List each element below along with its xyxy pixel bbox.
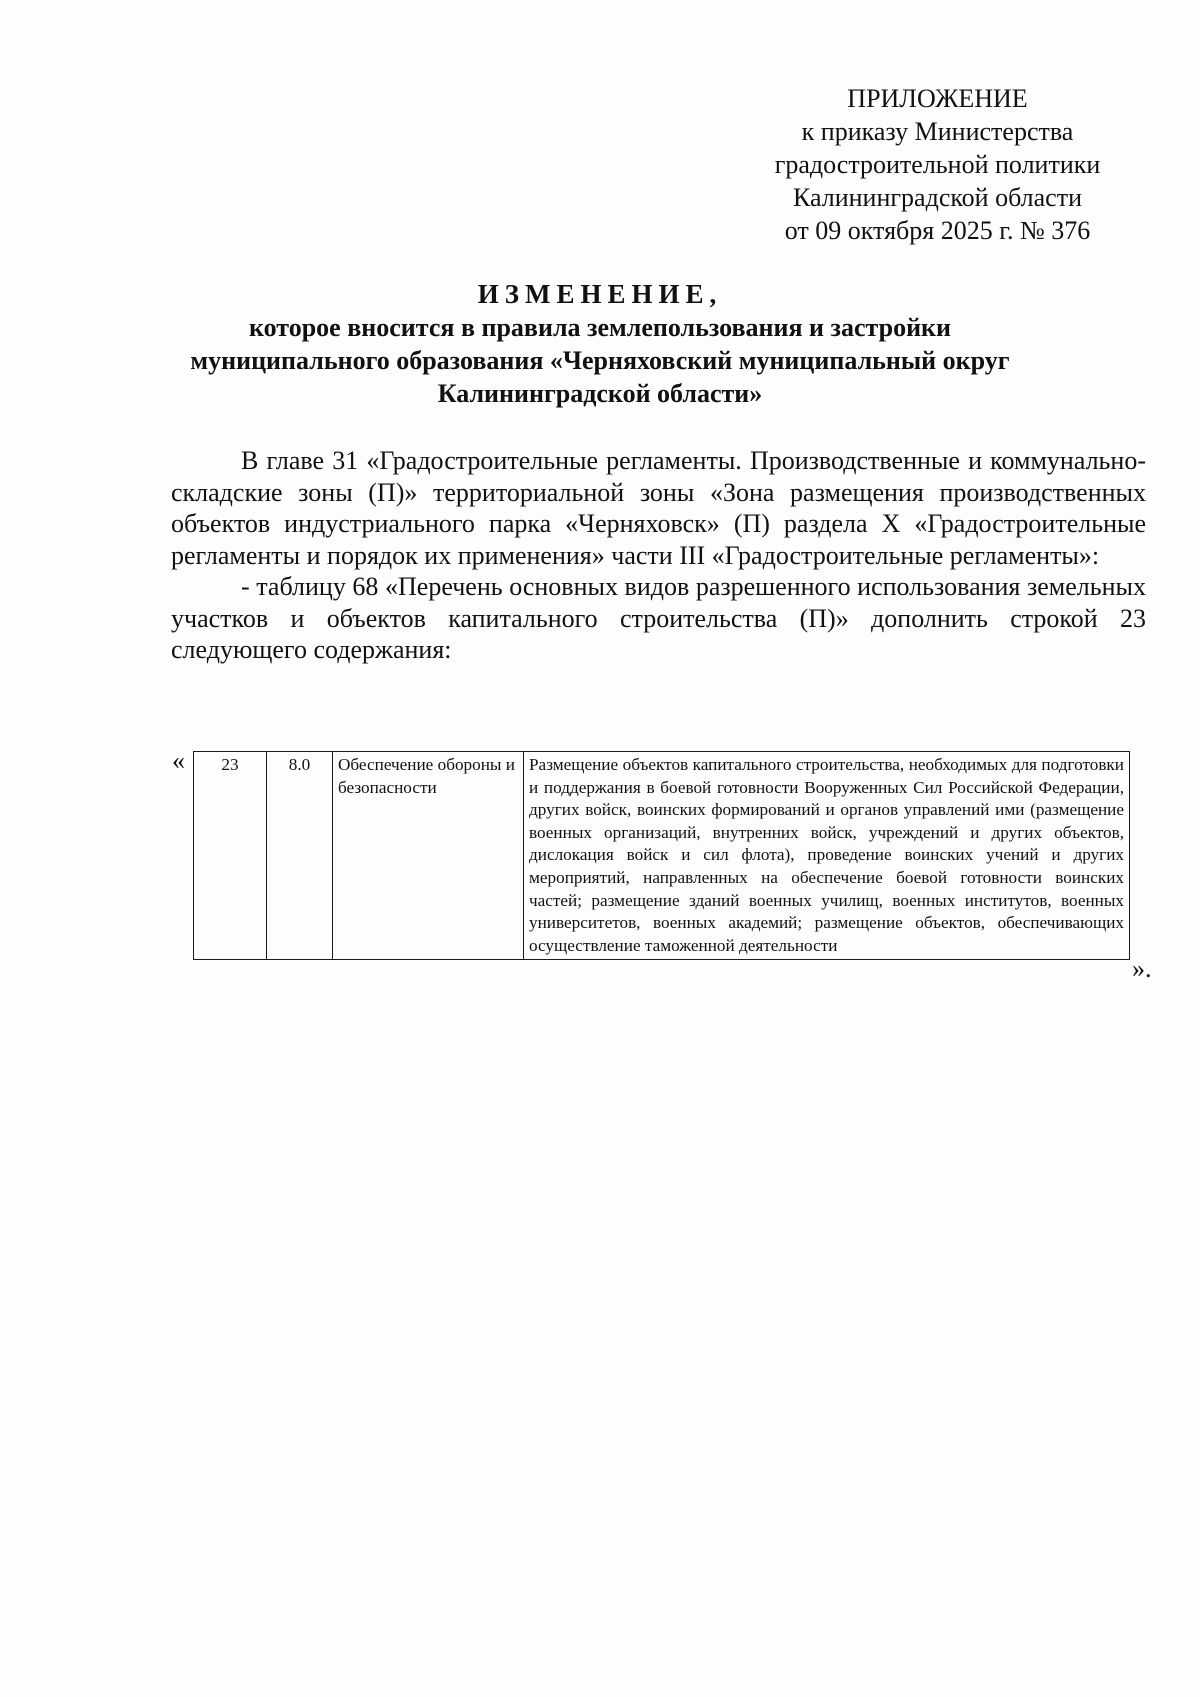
document-subtitle-line-2: муниципального образования «Черняховский муниципальный округ [190,346,1010,375]
row-number-cell: 23 [194,752,267,960]
document-subtitle-line-1: которое вносится в правила землепользования и застройки [248,313,952,342]
row-name-cell: Обеспечение обороны и безопасности [333,752,524,960]
body-paragraph-1: В главе 31 «Градостроительные регламенты. Производственные и коммунально-складские зоны (П)» территориальной зоны «Зона размещения производственных объектов индустриального парка «Черняховск» (П) раздела X «Градостроительные регламенты и порядок их применения» части III «Градостроительные регламенты»: [171,446,1146,570]
appendix-order-line: к приказу Министерства [801,117,1074,146]
table-row [194,752,1130,960]
document-heading [140,278,1060,410]
body-paragraph-2: - таблицу 68 «Перечень основных видов разрешенного использования земельных участков и объектов капитального строительства (П)» дополнить строкой 23 следующего содержания: [171,572,1146,664]
appendix-date-line: от 09 октября 2025 г. № 376 [784,216,1091,245]
row-code-cell: 8.0 [267,752,333,960]
row-description-cell: Размещение объектов капитального строительства, необходимых для подготовки и поддержания в боевой готовности Вооруженных Сил Российской Федерации, других войск, воинских формирований и органов управлений ими (размещение военных организаций, внутренних войск, учреждений и других объектов, дислокация войск и сил флота), проведение воинских учений и других мероприятий, направленных на обеспечение боевой готовности воинских частей; размещение зданий военных училищ, военных институтов, военных университетов, военных академий; размещение объектов, обеспечивающих осуществление таможенной деятельности [524,752,1130,960]
document-subtitle-line-3: Калининградской области» [437,379,763,408]
table-open-quote: « [172,746,185,775]
appendix-block [700,82,1175,247]
document-title: ИЗМЕНЕНИЕ, [477,279,723,309]
appendix-ministry-line: градостроительной политики [774,150,1101,179]
document-body [171,445,1146,666]
appendix-title: ПРИЛОЖЕНИЕ [847,84,1028,113]
appendix-region-line: Калининградской области [792,183,1082,212]
land-use-table [193,751,1130,960]
table-close-quote: ». [1132,954,1152,983]
